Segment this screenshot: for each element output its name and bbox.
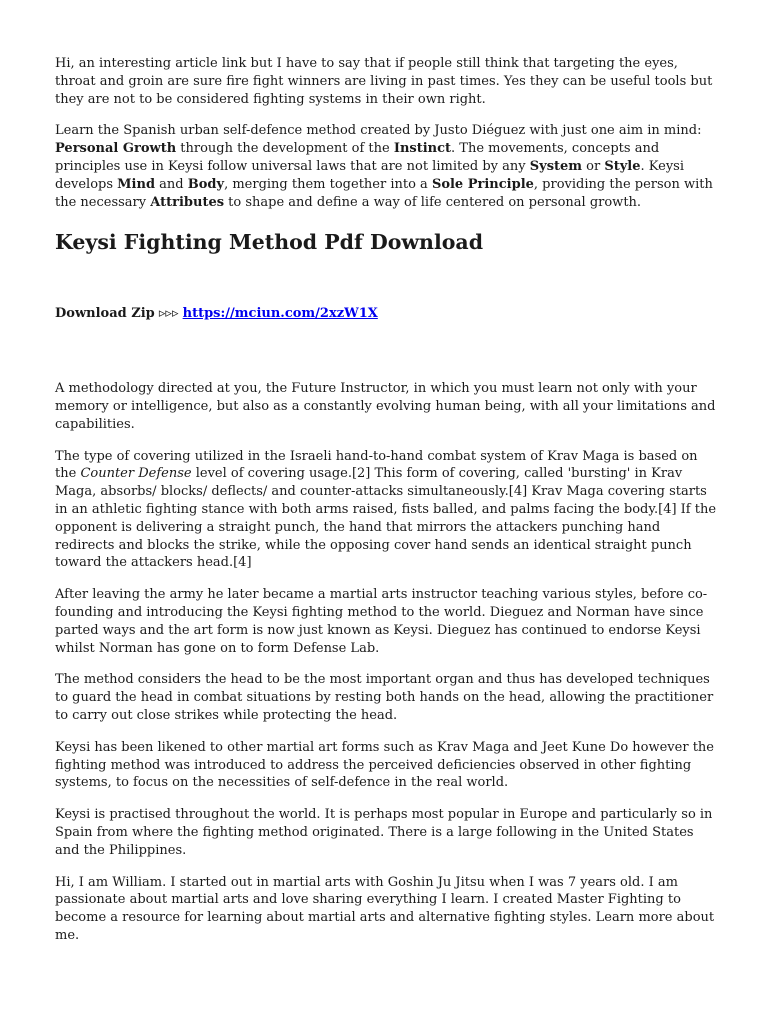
intro-comment-paragraph: Hi, an interesting article link but I have to say that if people still think that targeting the eyes, throat and groin are sure fire fight winners are living in past times. Yes they can be useful tools but they are not to be considered fighting systems in their own right. [55,56,713,107]
bold-mind: Mind [117,176,156,192]
text-run: . Keysi develops [55,158,685,192]
bold-sole-principle: Sole Principle [431,176,534,192]
text-run: and [155,176,188,192]
page-title: Keysi Fighting Method Pdf Download [55,230,484,255]
comparison-paragraph: Keysi has been likened to other martial art forms such as Krav Maga and Jeet Kune Do however the fighting method was introduced to address the perceived deficiencies observed in other fighting systems, to focus on the necessities of self-defence in the real world. [55,739,714,791]
text-run: , providing the person with the necessary [55,176,713,210]
bold-personal-growth: Personal Growth [55,141,177,157]
head-guard-paragraph: The method considers the head to be the most important organ and thus has developed techniques to guard the head in combat situations by resting both hands on the head, allowing the practitioner to carry out close strikes while protecting the head. [55,672,714,723]
text-run: to shape and define a way of life centered on personal growth. [224,194,642,210]
krav-maga-covering-paragraph [55,448,717,573]
text-run: or [582,158,605,174]
text-run: level of covering usage.[2] This form of covering, called 'bursting' in Krav Maga, absorbs/ blocks/ deflects/ and counter-attacks simultaneously.[4] Krav Maga covering starts in an athletic fighting stance with both arms raised, fists balled, and palms facing the body.[4] If the opponent is delivering a straight punch, the hand that mirrors the attackers punching hand redirects and blocks the strike, while the opposing cover hand sends an identical straight punch toward the attackers head.[4] [55,466,717,571]
bold-attributes: Attributes [150,194,225,210]
text-run: through the development of the [176,141,394,157]
text-run: . The movements, concepts and principles use in Keysi follow universal laws that are not limited by any [55,141,660,174]
text-run: The type of covering utilized in the Israeli hand-to-hand combat system of Krav Maga is based on the [55,448,698,482]
bold-body: Body [187,176,225,192]
download-label: Download Zip [55,306,155,322]
bold-system: System [529,158,583,174]
author-bio-paragraph: Hi, I am William. I started out in martial arts with Goshin Ju Jitsu when I was 7 years old. I am passionate about martial arts and love sharing everything I learn. I created Master Fighting to become a resource for learning about martial arts and alternative fighting styles. Learn more about me. [55,874,715,943]
spacer [55,323,717,380]
popularity-paragraph: Keysi is practised throughout the world. It is perhaps most popular in Europe and particularly so in Spain from where the fighting method originated. There is a large following in the United States and the Philippines. [55,807,713,858]
italic-counter-defense: Counter Defense [80,466,192,482]
article [55,55,717,959]
text-run: Learn the Spanish urban self-defence method created by Justo Diéguez with just one aim in mind: [55,123,702,139]
history-paragraph: After leaving the army he later became a martial arts instructor teaching various styles, before co-founding and introducing the Keysi fighting method to the world. Dieguez and Norman have since parted ways and the art form is now just known as Keysi. Dieguez has continued to endorse Keysi whilst Norman has gone on to form Defense Lab. [55,587,708,656]
bold-instinct: Instinct [393,141,452,157]
bold-style: Style [604,158,641,174]
download-line [55,305,717,323]
download-link[interactable]: https://mciun.com/2xzW1X [182,306,378,322]
arrow-icons: ▹▹▹ [158,306,179,322]
methodology-paragraph: A methodology directed at you, the Future Instructor, in which you must learn not only with your memory or intelligence, but also as a constantly evolving human being, with all your limitations and capabilities. [55,381,716,432]
text-run: , merging them together into a [224,176,432,192]
keysi-method-paragraph [55,122,717,211]
